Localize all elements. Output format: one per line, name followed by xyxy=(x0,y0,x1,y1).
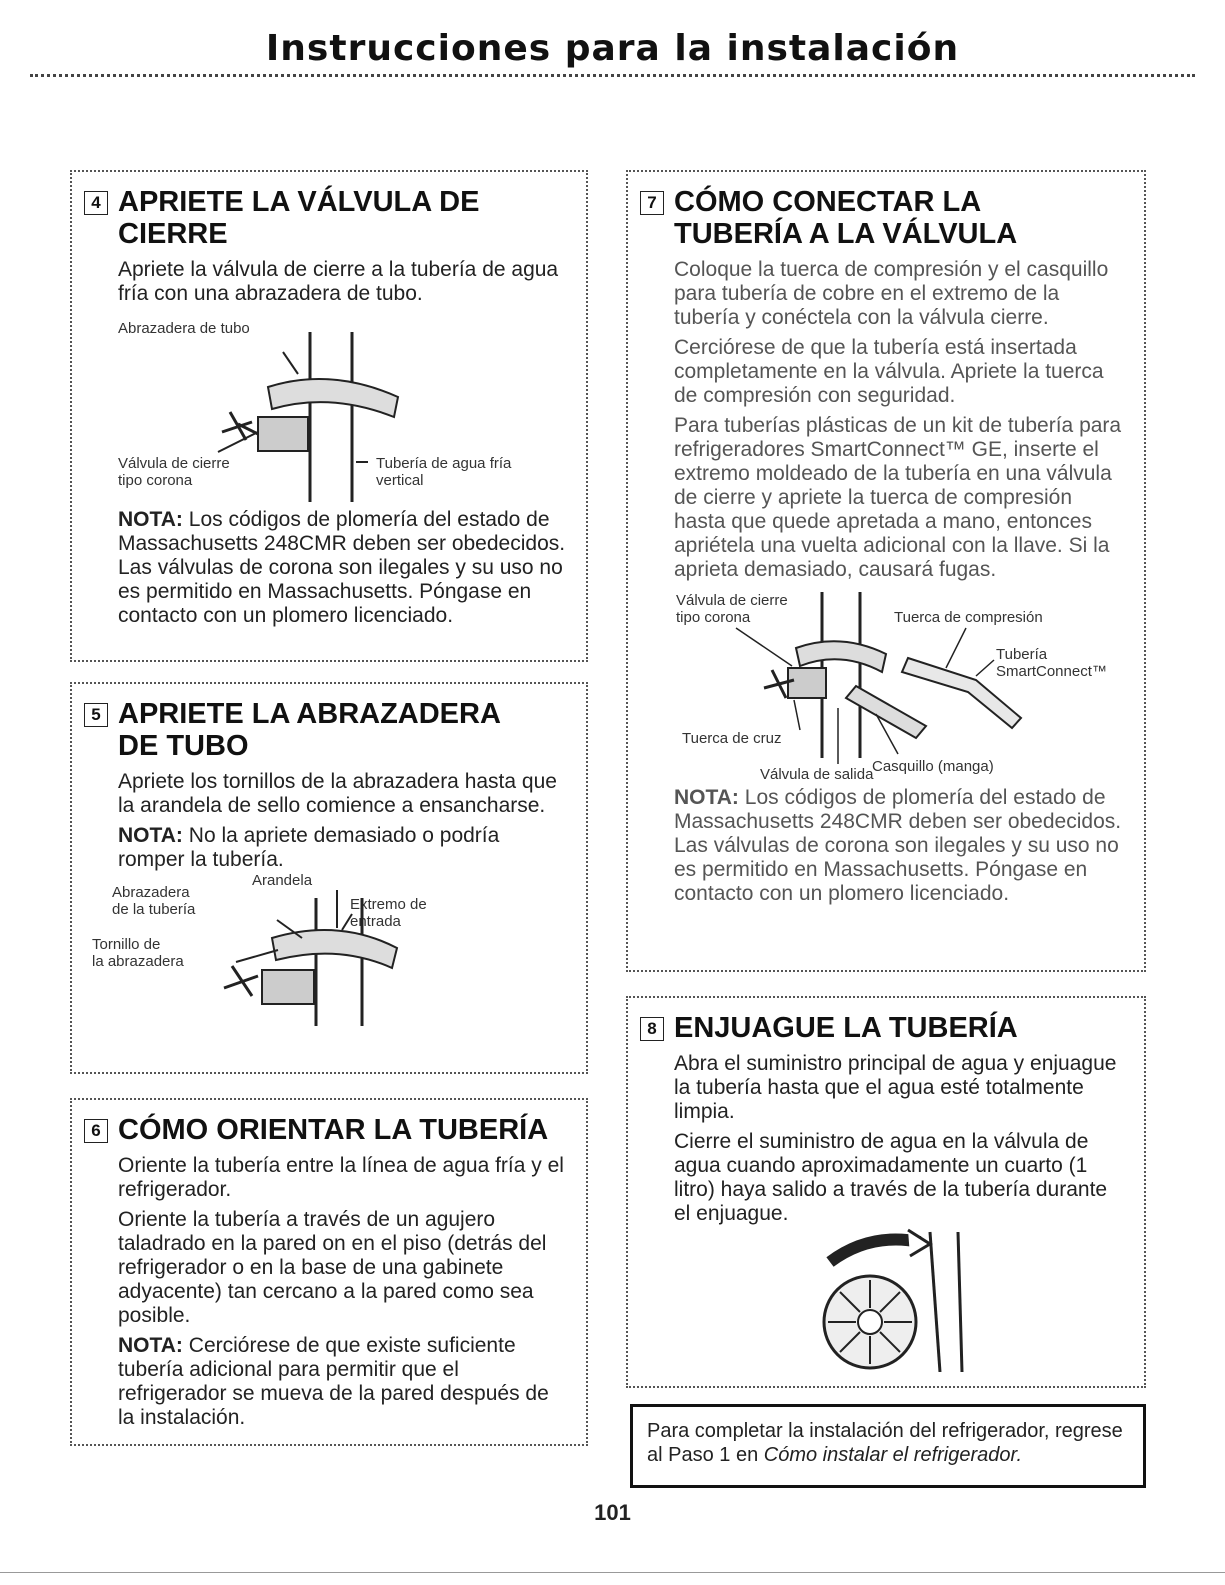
step-8-heading: 8 ENJUAGUE LA TUBERÍA xyxy=(640,1012,1126,1044)
bottom-divider xyxy=(0,1572,1225,1573)
label-clamp: Abrazadera de tubo xyxy=(118,320,250,337)
final-link-text: Cómo instalar el refrigerador. xyxy=(763,1444,1023,1466)
flush-valve-illustration xyxy=(790,1222,990,1372)
step-6-note: NOTA: Cerciórese de que existe suficiente tubería adicional para permitir que el refrigerador se mueva de la pared después de la instalación. xyxy=(118,1334,549,1429)
label-cross: Tuerca de cruz xyxy=(682,730,782,747)
valve-clamp-figure xyxy=(118,312,568,508)
step-8-p1: Abra el suministro principal de agua y enjuague la tubería hasta que el agua esté totalmente limpia. xyxy=(674,1052,1117,1123)
valve-clamp-illustration xyxy=(118,312,418,508)
label-pipe-1: Tubería de agua fría xyxy=(376,455,512,472)
step-5-box xyxy=(70,682,588,1074)
step-8-box xyxy=(626,996,1146,1388)
label-inlet-1: Extremo de xyxy=(350,896,427,913)
step-4-note: NOTA: Los códigos de plomería del estado de Massachusetts 248CMR deben ser obedecidos. Las válvulas de corona son ilegales y su uso no es permitido en Massachusetts. Póngase en contacto con un plomero licenciado. xyxy=(118,508,566,627)
label-clamp-1: Abrazadera xyxy=(112,884,190,901)
step-8-p2: Cierre el suministro de agua en la válvula de agua cuando aproximadamente un cuarto (1 litro) haya salido a través de la tubería durante el enjuague. xyxy=(674,1130,1108,1225)
label-screw-2: la abrazadera xyxy=(92,953,184,970)
step-7-p3: Para tuberías plásticas de un kit de tubería para refrigeradores SmartConnect™ GE, inserte el extremo moldeado de la tubería en una válvula de cierre y apriete la tuerca de compresión hasta que quede apretada a mano, entonces apriétela una vuelta adicional con la llave. Si la aprieta demasiado, causará fugas. xyxy=(674,414,1122,581)
step-4-box xyxy=(70,170,588,662)
label-tube-2: SmartConnect™ xyxy=(996,663,1107,680)
step-7-p2: Cerciórese de que la tubería está insertada completamente en la válvula. Apriete la tuerca de compresión con seguridad. xyxy=(674,336,1104,407)
label-valve-1: Válvula de cierre xyxy=(676,592,788,609)
step-6-box xyxy=(70,1098,588,1446)
step-6-number: 6 xyxy=(84,1119,108,1143)
step-7-heading: 7 CÓMO CONECTAR LA TUBERÍA A LA VÁLVULA xyxy=(640,186,1126,250)
label-washer: Arandela xyxy=(252,872,313,889)
final-text: Para completar la instalación del refrigerador, regrese al Paso 1 en xyxy=(647,1420,1123,1466)
step-8-number: 8 xyxy=(640,1017,664,1041)
step-6-heading: 6 CÓMO ORIENTAR LA TUBERÍA xyxy=(84,1114,568,1146)
label-valve-1: Válvula de cierre xyxy=(118,455,230,472)
title-divider xyxy=(30,74,1195,77)
page-title: Instrucciones para la instalación xyxy=(265,28,960,69)
step-6-p2: Oriente la tubería a través de un agujero taladrado en la pared on en el piso (detrás del refrigerador o en la base de una gabinete adyacente) tan cercano a la pared como sea posible. xyxy=(118,1208,547,1327)
clamp-tighten-figure xyxy=(92,872,568,1028)
step-5-text: Apriete los tornillos de la abrazadera hasta que la arandela de sello comience a ensancharse. xyxy=(118,770,557,817)
connect-tube-figure xyxy=(676,588,1126,786)
step-7-box xyxy=(626,170,1146,972)
step-5-heading: 5 APRIETE LA ABRAZADERA DE TUBO xyxy=(84,698,568,762)
step-7-number: 7 xyxy=(640,191,664,215)
label-nut: Tuerca de compresión xyxy=(894,609,1043,626)
step-7-p1: Coloque la tuerca de compresión y el casquillo para tubería de cobre en el extremo de la tubería y conéctela con la válvula cierre. xyxy=(674,258,1109,329)
step-7-note: NOTA: Los códigos de plomería del estado de Massachusetts 248CMR deben ser obedecidos. Las válvulas de corona son ilegales y su uso no es permitido en Massachusetts. Póngase en contacto con un plomero licenciado. xyxy=(674,786,1122,905)
final-instruction-box xyxy=(630,1404,1146,1488)
page-number: 101 xyxy=(594,1500,631,1525)
step-4-heading: 4 APRIETE LA VÁLVULA DE CIERRE xyxy=(84,186,568,250)
label-clamp-2: de la tubería xyxy=(112,901,196,918)
clamp-tighten-illustration xyxy=(92,878,412,1028)
label-tube-1: Tubería xyxy=(996,646,1048,663)
step-4-text: Apriete la válvula de cierre a la tubería de agua fría con una abrazadera de tubo. xyxy=(118,258,559,305)
step-5-note: NOTA: No la apriete demasiado o podría romper la tubería. xyxy=(118,824,500,871)
label-ferrule: Casquillo (manga) xyxy=(872,758,994,775)
label-outlet: Válvula de salida xyxy=(760,766,874,783)
label-pipe-2: vertical xyxy=(376,472,424,489)
step-5-number: 5 xyxy=(84,703,108,727)
step-6-p1: Oriente la tubería entre la línea de agua fría y el refrigerador. xyxy=(118,1154,564,1201)
connect-tube-illustration xyxy=(676,588,1136,786)
step-4-number: 4 xyxy=(84,191,108,215)
label-screw-1: Tornillo de xyxy=(92,936,161,953)
label-valve-2: tipo corona xyxy=(118,472,193,489)
label-inlet-2: entrada xyxy=(350,913,401,930)
label-valve-2: tipo corona xyxy=(676,609,751,626)
